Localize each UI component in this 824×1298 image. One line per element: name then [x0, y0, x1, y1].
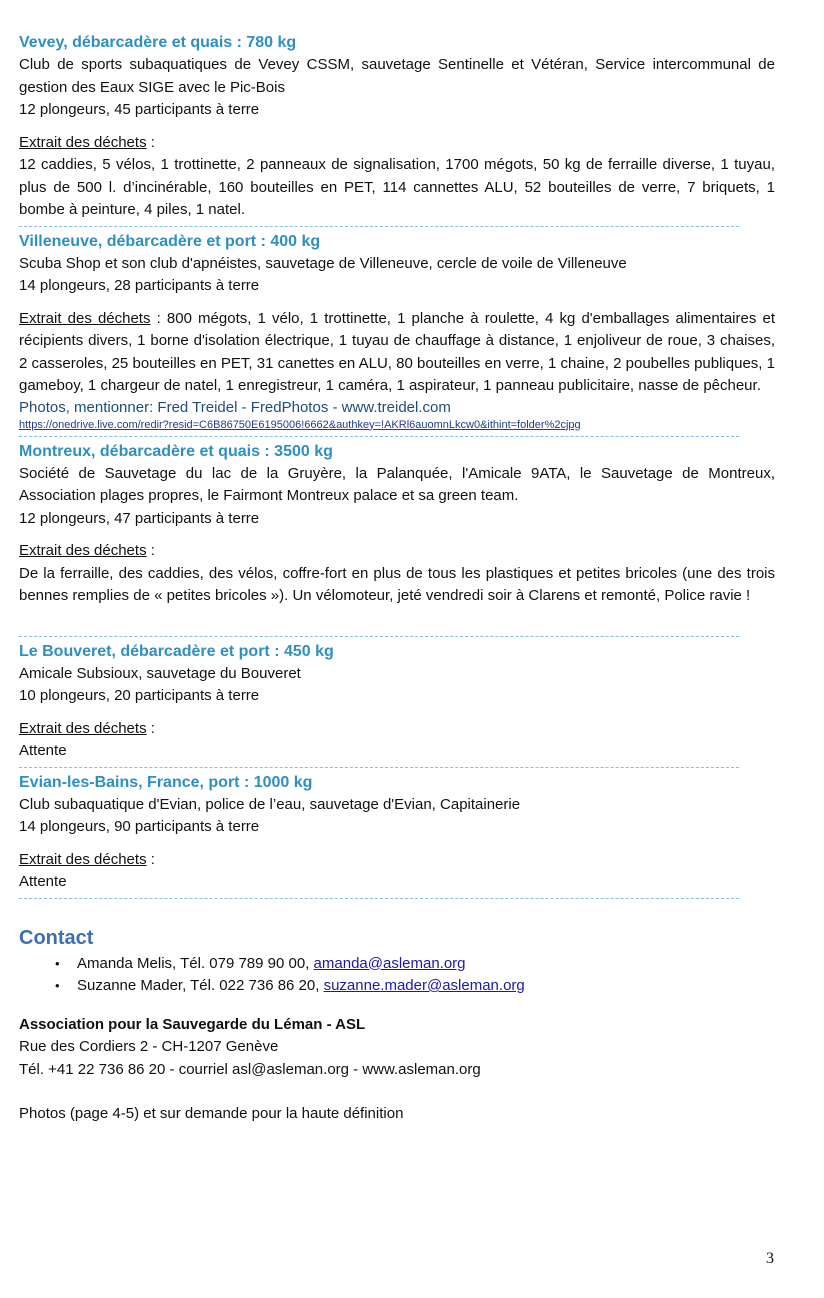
- contact-details: Suzanne Mader, Tél. 022 736 86 20,: [77, 977, 324, 994]
- waste-colon: :: [146, 133, 155, 151]
- waste-text: 12 caddies, 5 vélos, 1 trottinette, 2 panneaux de signalisation, 1700 mégots, 50 kg de ferraille diverse, 1 tuyau, plus de 500 l. d’incinérable, 160 bouteilles en PET, 114 cannettes ALU, 52 bouteilles de verre, 7 briquets, 1 bombe à peinture, 4 piles, 1 natel.: [19, 156, 775, 218]
- section-villeneuve: [19, 231, 775, 432]
- section-evian: [19, 772, 775, 894]
- bullet-icon: •: [55, 978, 60, 993]
- section-separator: [19, 898, 739, 899]
- waste-label-line: [19, 132, 775, 155]
- waste-label: Extrait des déchets: [19, 719, 147, 737]
- divers-count: 14 plongeurs, 90 participants à terre: [19, 818, 260, 835]
- section-separator: [19, 636, 739, 637]
- participants-text: Amicale Subsioux, sauvetage du Bouveret: [19, 664, 301, 682]
- section-heading: Villeneuve, débarcadère et port : 400 kg: [19, 232, 321, 250]
- waste-text: : 800 mégots, 1 vélo, 1 trottinette, 1 planche à roulette, 4 kg d'emballages alimentaires et récipients divers, 1 borne d'isolation électrique, 1 tuyau de chauffage à distance, 1 enjoliveur de roue, 3 chaises, 2 casseroles, 25 bouteilles en PET, 31 canettes en ALU, 80 bouteilles en verre, 1 chaine, 2 poubelles publiques, 1 gameboy, 1 chargeur de natel, 1 enregistreur, 1 caméra, 1 aspirateur, 1 panneau publicitaire, nasse de pêcheur.: [19, 309, 775, 394]
- section-heading: Montreux, débarcadère et quais : 3500 kg: [19, 442, 333, 460]
- photos-note: Photos (page 4-5) et sur demande pour la haute définition: [19, 1105, 404, 1122]
- section-separator: [19, 436, 739, 437]
- section-le-bouveret: [19, 641, 775, 763]
- section-heading: Vevey, débarcadère et quais : 780 kg: [19, 34, 297, 51]
- contact-list: [19, 953, 775, 998]
- divers-count: 10 plongeurs, 20 participants à terre: [19, 687, 260, 704]
- page-number: 3: [766, 1250, 774, 1267]
- waste-label-line: [19, 849, 775, 872]
- bullet-icon: •: [55, 955, 60, 971]
- organization-name: Association pour la Sauvegarde du Léman - ASL: [19, 1015, 366, 1033]
- waste-label: Extrait des déchets: [19, 542, 147, 559]
- waste-label: Extrait des déchets: [19, 850, 147, 868]
- contact-email-link[interactable]: amanda@asleman.org: [313, 954, 466, 972]
- section-separator: [19, 226, 739, 227]
- waste-text: De la ferraille, des caddies, des vélos, coffre-fort en plus de tous les plastiques et petites bricoles (une des trois bennes remplies de « petites bricoles »). Un vélomoteur, jeté vendredi soir à Clarens et remonté, Police ravie !: [19, 564, 775, 604]
- document-page: [19, 32, 775, 1126]
- section-heading: Le Bouveret, débarcadère et port : 450 kg: [19, 642, 334, 660]
- contact-details: Amanda Melis, Tél. 079 789 90 00,: [77, 954, 314, 972]
- waste-colon: :: [146, 850, 155, 868]
- section-montreux: [19, 441, 775, 608]
- waste-colon: :: [146, 719, 155, 737]
- divers-count: 12 plongeurs, 45 participants à terre: [19, 101, 260, 118]
- section-vevey: [19, 32, 775, 222]
- contact-title: Contact: [19, 926, 94, 949]
- waste-label-line: [19, 718, 775, 741]
- waste-text: Attente: [19, 873, 67, 890]
- organization-address: Rue des Cordiers 2 - CH-1207 Genève: [19, 1038, 279, 1055]
- waste-paragraph: [19, 308, 775, 398]
- section-separator: [19, 767, 739, 768]
- waste-text: Attente: [19, 742, 67, 759]
- participants-text: Société de Sauvetage du lac de la Gruyère, la Palanquée, l'Amicale 9ATA, le Sauvetage de Montreux, Association plages propres, le Fairmont Montreux palace et sa green team.: [19, 464, 775, 504]
- waste-label: Extrait des déchets: [19, 309, 151, 327]
- contact-item: [55, 953, 775, 976]
- participants-text: Club de sports subaquatiques de Vevey CSSM, sauvetage Sentinelle et Vétéran, Service intercommunal de gestion des Eaux SIGE avec le Pic-Bois: [19, 56, 775, 96]
- photo-credit: Photos, mentionner: Fred Treidel - FredPhotos - www.treidel.com: [19, 398, 451, 416]
- section-heading: Evian-les-Bains, France, port : 1000 kg: [19, 773, 313, 791]
- waste-label: Extrait des déchets: [19, 133, 147, 151]
- contact-email-link[interactable]: suzanne.mader@asleman.org: [323, 977, 525, 994]
- waste-colon: :: [146, 542, 155, 559]
- photo-link[interactable]: https://onedrive.live.com/redir?resid=C6B86750E6195006!6662&authkey=!AKRl6auomnLkcw0&ithint=folder%2cjpg: [19, 418, 581, 431]
- divers-count: 14 plongeurs, 28 participants à terre: [19, 277, 260, 294]
- participants-text: Scuba Shop et son club d'apnéistes, sauvetage de Villeneuve, cercle de voile de Villeneuve: [19, 254, 627, 272]
- contact-item: [55, 975, 775, 998]
- divers-count: 12 plongeurs, 47 participants à terre: [19, 509, 260, 527]
- organization-contact: Tél. +41 22 736 86 20 - courriel asl@asleman.org - www.asleman.org: [19, 1060, 481, 1078]
- participants-text: Club subaquatique d'Evian, police de l’eau, sauvetage d'Evian, Capitainerie: [19, 795, 521, 813]
- waste-label-line: [19, 540, 775, 563]
